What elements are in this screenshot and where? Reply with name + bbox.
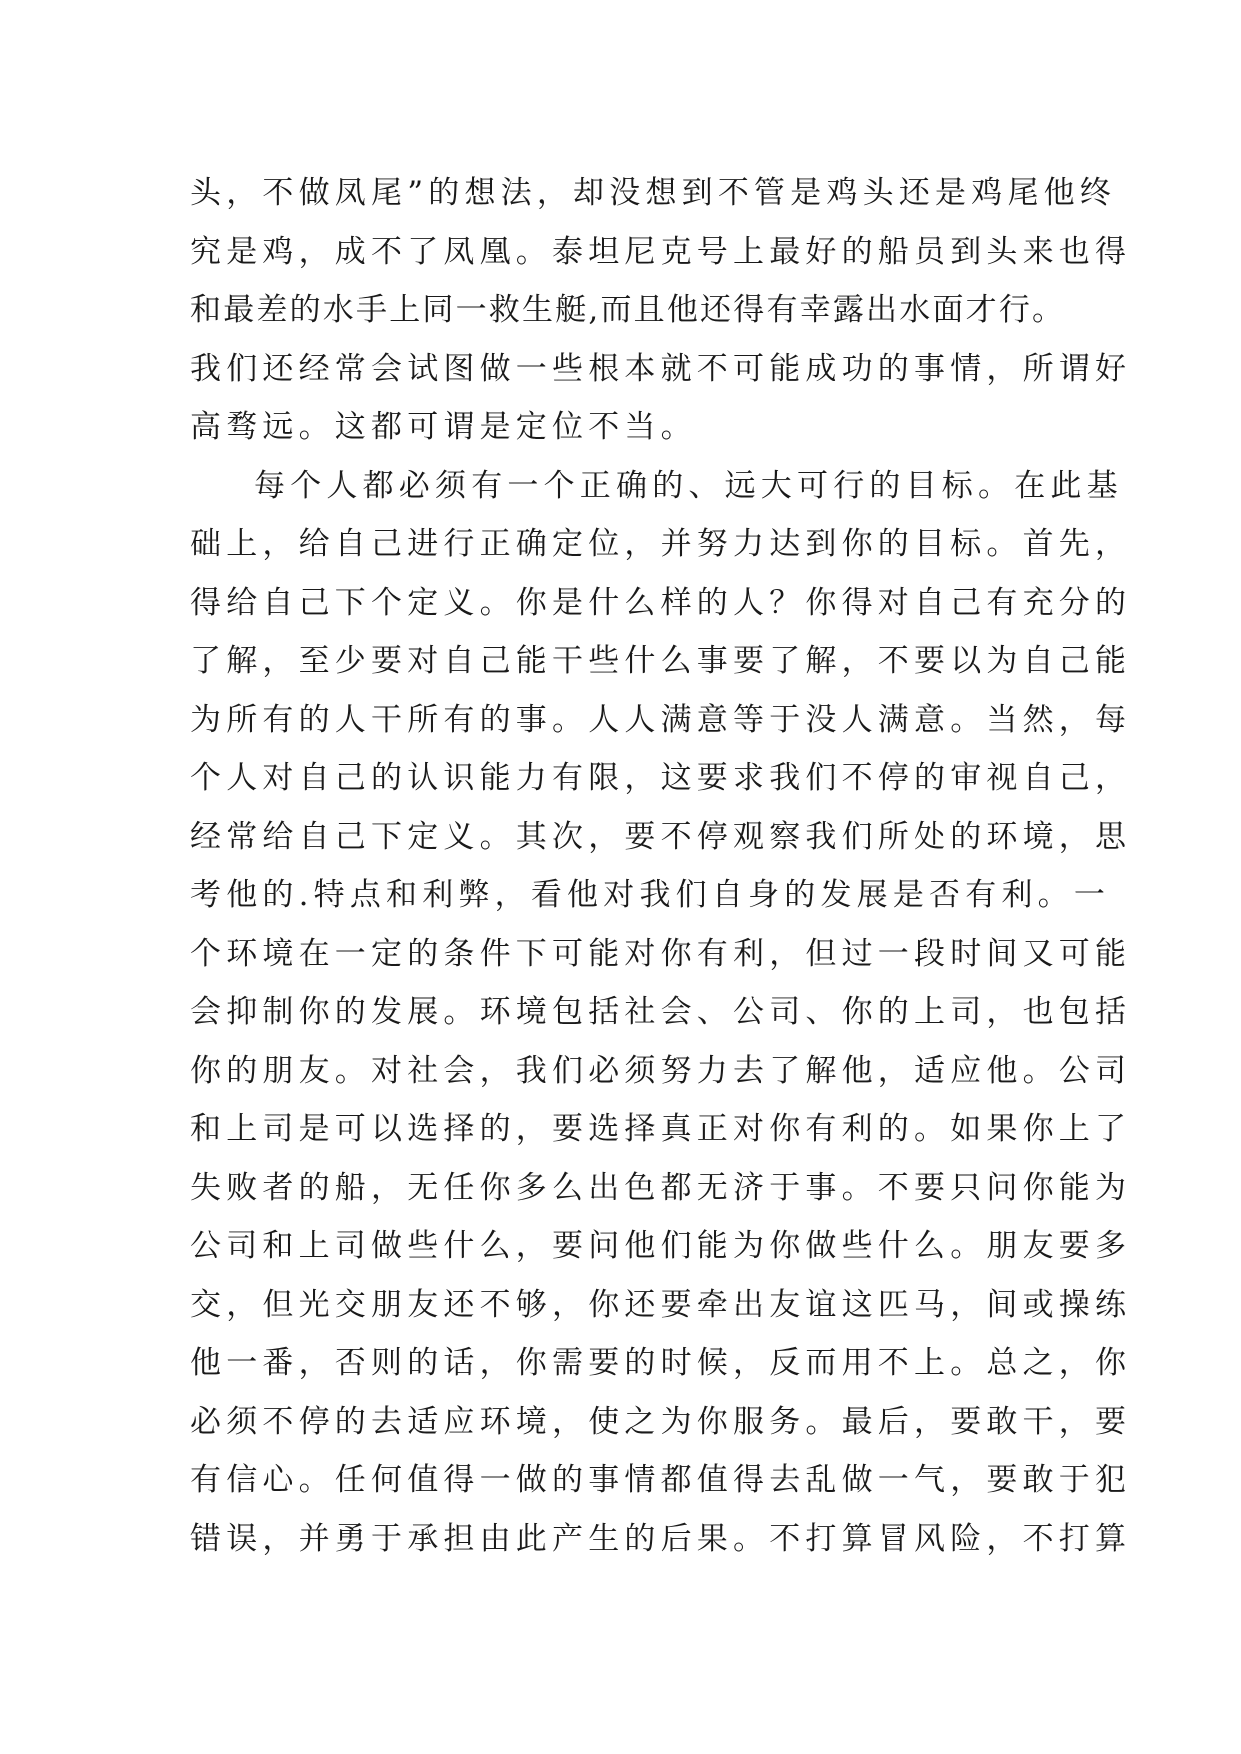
text-line: 交，但光交朋友还不够，你还要牵出友谊这匹马，间或操练 [190, 1286, 1132, 1323]
text-line: 考他的.特点和利弊，看他对我们自身的发展是否有利。一 [190, 877, 1111, 913]
text-line: 为所有的人干所有的事。人人满意等于没人满意。当然，每 [190, 701, 1132, 738]
text-line: 有信心。任何值得一做的事情都值得去乱做一气，要敢于犯 [190, 1462, 1132, 1498]
text-line: 会抑制你的发展。环境包括社会、公司、你的上司，也包括 [190, 994, 1132, 1030]
text-line: 了解，至少要对自己能干些什么事要了解，不要以为自己能 [190, 643, 1132, 679]
text-line: 公司和上司做些什么，要问他们能为你做些什么。朋友要多 [190, 1228, 1132, 1264]
text-line: 高骛远。这都可谓是定位不当。 [190, 409, 697, 445]
text-line: 础上，给自己进行正确定位，并努力达到你的目标。首先， [190, 526, 1132, 562]
text-line: 和上司是可以选择的，要选择真正对你有利的。如果你上了 [190, 1111, 1132, 1147]
text-line: 经常给自己下定义。其次，要不停观察我们所处的环境，思 [190, 818, 1132, 855]
text-line: 头，不做凤尾”的想法，却没想到不管是鸡头还是鸡尾他终 [190, 175, 1117, 211]
text-line: 错误，并勇于承担由此产生的后果。不打算冒风险，不打算 [190, 1520, 1132, 1557]
text-line: 他一番，否则的话，你需要的时候，反而用不上。总之，你 [190, 1345, 1132, 1381]
text-line: 个环境在一定的条件下可能对你有利，但过一段时间又可能 [190, 935, 1132, 972]
text-line: 我们还经常会试图做一些根本就不可能成功的事情，所谓好 [190, 350, 1132, 387]
text-line: 个人对自己的认识能力有限，这要求我们不停的审视自己， [190, 760, 1132, 796]
paragraph-first-line: 每个人都必须有一个正确的、远大可行的目标。在此基 [254, 467, 1123, 504]
text-line: 究是鸡，成不了凤凰。泰坦尼克号上最好的船员到头来也得 [190, 233, 1132, 270]
text-line: 得给自己下个定义。你是什么样的人？你得对自己有充分的 [190, 584, 1132, 621]
text-line: 必须不停的去适应环境，使之为你服务。最后，要敢干，要 [190, 1403, 1132, 1440]
text-line: 和最差的水手上同一救生艇,而且他还得有幸露出水面才行。 [190, 292, 1066, 328]
text-line: 失败者的船，无任你多么出色都无济于事。不要只问你能为 [190, 1169, 1132, 1206]
text-line: 你的朋友。对社会，我们必须努力去了解他，适应他。公司 [190, 1052, 1132, 1089]
body-text [190, 164, 1132, 1568]
